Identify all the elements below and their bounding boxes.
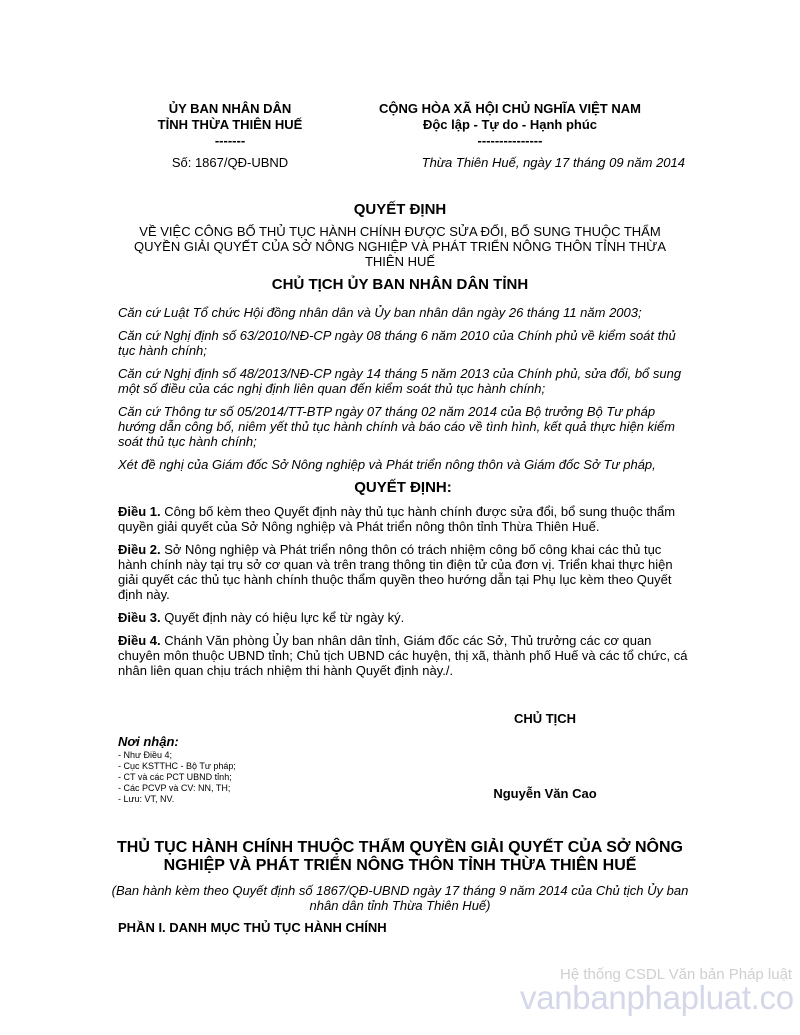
decides-heading: QUYẾT ĐỊNH:	[354, 479, 452, 496]
legal-basis-3: Căn cứ Nghị định số 48/2013/NĐ-CP ngày 14 tháng 5 năm 2013 của Chính phủ, sửa đổi, bổ sung một số điều của các nghị định liên quan đến kiểm soát thủ tục hành chính;	[118, 366, 682, 396]
watermark-line1: Hệ thống CSDL Văn bản Pháp luật	[560, 966, 793, 983]
article-3	[118, 610, 688, 625]
legal-basis-1: Căn cứ Luật Tổ chức Hội đồng nhân dân và Ủy ban nhân dân ngày 26 tháng 11 năm 2003;	[118, 305, 642, 320]
decision-authority: CHỦ TỊCH ỦY BAN NHÂN DÂN TỈNH	[271, 276, 529, 293]
article-4	[118, 633, 688, 678]
recipients-block	[118, 734, 378, 805]
issuing-authority-line2: TỈNH THỪA THIÊN HUẾ	[157, 117, 303, 132]
issuing-authority	[130, 101, 330, 149]
article-2-label: Điều 2.	[118, 542, 161, 557]
appendix-subtitle: (Ban hành kèm theo Quyết định số 1867/QĐ-UBND ngày 17 tháng 9 năm 2014 của Chủ tịch Ủy ban nhân dân tỉnh Thừa Thiên Huế)	[111, 883, 689, 913]
article-4-text: Chánh Văn phòng Ủy ban nhân dân tỉnh, Giám đốc các Sở, Thủ trưởng các cơ quan chuyên môn thuộc UBND tỉnh; Chủ tịch UBND các huyện, thị xã, thành phố Huế và các tổ chức, cá nhân liên quan chịu trách nhiệm thi hành Quyết định này./.	[118, 633, 688, 678]
article-1-label: Điều 1.	[118, 504, 161, 519]
issuing-authority-line1: ỦY BAN NHÂN DÂN	[168, 101, 292, 116]
article-3-text: Quyết định này có hiệu lực kể từ ngày ký.	[160, 610, 405, 625]
document-date: Thừa Thiên Huế, ngày 17 tháng 09 năm 2014	[421, 155, 685, 170]
decision-body	[118, 305, 688, 686]
legal-basis-2: Căn cứ Nghị định số 63/2010/NĐ-CP ngày 08 tháng 6 năm 2010 của Chính phủ về kiểm soát thủ tục hành chính;	[118, 328, 676, 358]
part-1-heading: PHẦN I. DANH MỤC THỦ TỤC HÀNH CHÍNH	[118, 920, 387, 935]
recipient-item: - Lưu: VT, NV.	[118, 794, 175, 804]
recipient-item: - CT và các PCT UBND tỉnh;	[118, 772, 232, 782]
legal-basis-5: Xét đề nghị của Giám đốc Sở Nông nghiệp và Phát triển nông thôn và Giám đốc Sở Tư pháp,	[118, 457, 656, 472]
signer-title: CHỦ TỊCH	[513, 711, 577, 726]
recipient-item: - Các PCVP và CV: NN, TH;	[118, 783, 231, 793]
signer-name: Nguyễn Văn Cao	[493, 786, 597, 801]
article-2	[118, 542, 688, 602]
decision-subject: VỀ VIỆC CÔNG BỐ THỦ TỤC HÀNH CHÍNH ĐƯỢC SỬA ĐỔI, BỔ SUNG THUỘC THẨM QUYỀN GIẢI QUYẾT CỦA SỞ NÔNG NGHIỆP VÀ PHÁT TRIỂN NÔNG THÔN TỈNH THỪA THIÊN HUẾ	[134, 224, 666, 269]
article-2-text: Sở Nông nghiệp và Phát triển nông thôn có trách nhiệm công bố công khai các thủ tục hành chính này tại trụ sở cơ quan và trên trang thông tin điện tử của đơn vị. Triển khai thực hiện giải quyết các thủ tục hành chính thuộc thẩm quyền theo hướng dẫn tại Phụ lục kèm theo Quyết định này.	[118, 542, 673, 602]
article-1-text: Công bố kèm theo Quyết định này thủ tục hành chính được sửa đổi, bổ sung thuộc thẩm quyền giải quyết của Sở Nông nghiệp và Phát triển nông thôn tỉnh Thừa Thiên Huế.	[118, 504, 676, 534]
national-motto-line1: CỘNG HÒA XÃ HỘI CHỦ NGHĨA VIỆT NAM	[379, 101, 641, 116]
appendix-title: THỦ TỤC HÀNH CHÍNH THUỘC THẨM QUYỀN GIẢI QUYẾT CỦA SỞ NÔNG NGHIỆP VÀ PHÁT TRIỂN NÔNG THÔN TỈNH THỪA THIÊN HUẾ	[117, 839, 683, 874]
issuing-authority-divider: -------	[214, 133, 246, 148]
article-3-label: Điều 3.	[118, 610, 161, 625]
national-motto-divider: ---------------	[477, 133, 543, 148]
recipients-title: Nơi nhận:	[118, 734, 179, 749]
national-motto	[345, 101, 675, 149]
document-number: Số: 1867/QĐ-UBND	[171, 155, 289, 170]
recipient-item: - Như Điều 4;	[118, 750, 173, 760]
article-4-label: Điều 4.	[118, 633, 161, 648]
national-motto-line2: Độc lập - Tự do - Hạnh phúc	[422, 117, 598, 132]
watermark-site: vanbanphapluat.co	[520, 979, 794, 1016]
recipient-item: - Cục KSTTHC - Bộ Tư pháp;	[118, 761, 236, 771]
decision-title: QUYẾT ĐỊNH	[353, 201, 447, 218]
article-1	[118, 504, 688, 534]
legal-basis-4: Căn cứ Thông tư số 05/2014/TT-BTP ngày 07 tháng 02 năm 2014 của Bộ trưởng Bộ Tư pháp hướng dẫn công bố, niêm yết thủ tục hành chính và báo cáo về tình hình, kết quả thực hiện kiểm soát thủ tục hành chính;	[118, 404, 675, 449]
